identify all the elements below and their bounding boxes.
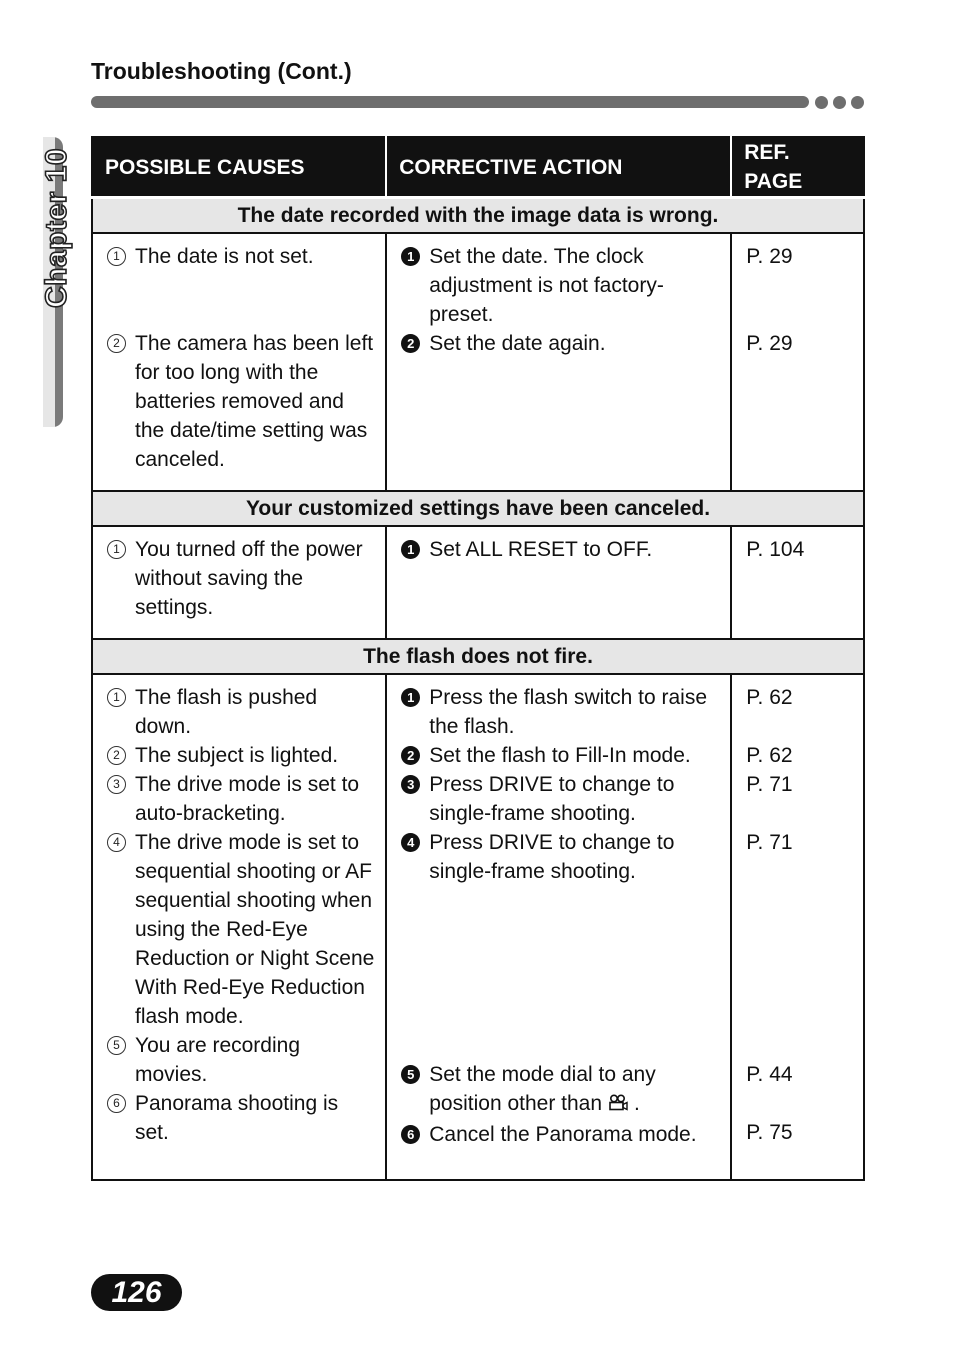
action-text-suffix: . <box>634 1092 640 1115</box>
page-number: 126 <box>91 1274 182 1311</box>
action-number-marker: 2 <box>401 746 420 765</box>
cause-text: You are recording movies. <box>135 1034 301 1086</box>
cause-item <box>107 683 375 741</box>
cause-text: The drive mode is set to sequential shooting or AF sequential shooting when using the Red-Eye Reduction or Night Scene With Red-Eye Reduction flash mode. <box>135 831 375 1028</box>
action-item <box>401 828 720 886</box>
troubleshooting-table <box>91 136 865 1181</box>
cause-text: The drive mode is set to auto-bracketing. <box>135 773 360 825</box>
action-item <box>401 1120 720 1149</box>
header-ref-page: REF. PAGE <box>731 137 864 198</box>
refs-cell <box>731 526 864 639</box>
action-text: Set the date again. <box>429 332 606 355</box>
refs-cell <box>731 233 864 491</box>
ref-page: P. 29 <box>746 245 793 268</box>
page-title: Troubleshooting (Cont.) <box>91 58 352 84</box>
title-dot <box>851 96 864 109</box>
section-title: The date recorded with the image data is wrong. <box>92 198 864 234</box>
action-item <box>401 683 720 741</box>
action-text: Press DRIVE to change to single-frame shooting. <box>429 831 675 883</box>
cause-number-marker: 2 <box>107 334 126 353</box>
header-corrective-action: CORRECTIVE ACTION <box>386 137 731 198</box>
cause-text: The camera has been left for too long with the batteries removed and the date/time setting was canceled. <box>135 332 374 471</box>
table-row <box>92 526 864 639</box>
cause-number-marker: 2 <box>107 746 126 765</box>
ref-page: P. 71 <box>746 773 793 796</box>
action-item <box>401 535 720 564</box>
action-text: Set the date. The clock adjustment is not factory-preset. <box>429 245 664 326</box>
refs-cell <box>731 674 864 1180</box>
causes-cell <box>92 526 386 639</box>
cause-number-marker: 1 <box>107 540 126 559</box>
cause-number-marker: 4 <box>107 833 126 852</box>
title-dot <box>815 96 828 109</box>
movie-camera-icon <box>608 1091 628 1120</box>
actions-cell <box>386 526 731 639</box>
ref-page: P. 62 <box>746 744 793 767</box>
cause-number-marker: 6 <box>107 1094 126 1113</box>
header-possible-causes: POSSIBLE CAUSES <box>92 137 386 198</box>
action-item <box>401 1060 720 1120</box>
cause-item <box>107 1089 375 1147</box>
cause-text: The date is not set. <box>135 245 314 268</box>
action-item <box>401 242 720 329</box>
cause-item <box>107 770 375 828</box>
action-text: Set ALL RESET to OFF. <box>429 538 653 561</box>
cause-number-marker: 3 <box>107 775 126 794</box>
action-text: Press the flash switch to raise the flash. <box>429 686 708 738</box>
chapter-label <box>41 140 73 315</box>
action-number-marker: 6 <box>401 1125 420 1144</box>
cause-text: Panorama shooting is set. <box>135 1092 339 1144</box>
cause-text: You turned off the power without saving the settings. <box>135 538 363 619</box>
cause-text: The flash is pushed down. <box>135 686 318 738</box>
action-text: Set the mode dial to any position other than <box>429 1063 656 1115</box>
ref-page: P. 44 <box>746 1063 793 1086</box>
action-item <box>401 329 720 358</box>
cause-item <box>107 329 375 474</box>
cause-item <box>107 741 375 770</box>
action-text: Cancel the Panorama mode. <box>429 1123 697 1146</box>
ref-page: P. 29 <box>746 332 793 355</box>
ref-page: P. 75 <box>746 1121 793 1144</box>
action-number-marker: 4 <box>401 833 420 852</box>
title-dot <box>833 96 846 109</box>
chapter-label-text: Chapter 10 <box>40 147 73 308</box>
ref-page: P. 104 <box>746 538 805 561</box>
title-underline-bar <box>91 96 809 108</box>
cause-item <box>107 828 375 1031</box>
ref-page: P. 62 <box>746 686 793 709</box>
actions-cell <box>386 233 731 491</box>
causes-cell <box>92 674 386 1180</box>
actions-cell <box>386 674 731 1180</box>
action-text: Press DRIVE to change to single-frame shooting. <box>429 773 675 825</box>
table-header-row <box>92 137 864 198</box>
action-number-marker: 1 <box>401 540 420 559</box>
cause-number-marker: 1 <box>107 688 126 707</box>
section-title: Your customized settings have been canceled. <box>92 491 864 526</box>
ref-page: P. 71 <box>746 831 793 854</box>
action-number-marker: 5 <box>401 1065 420 1084</box>
cause-item <box>107 535 375 622</box>
cause-item <box>107 1031 375 1089</box>
cause-number-marker: 5 <box>107 1036 126 1055</box>
section-title: The flash does not fire. <box>92 639 864 674</box>
causes-cell <box>92 233 386 491</box>
cause-item <box>107 242 375 271</box>
table-row <box>92 674 864 1180</box>
action-number-marker: 1 <box>401 688 420 707</box>
action-text: Set the flash to Fill-In mode. <box>429 744 691 767</box>
action-number-marker: 1 <box>401 247 420 266</box>
cause-text: The subject is lighted. <box>135 744 339 767</box>
action-number-marker: 3 <box>401 775 420 794</box>
action-item <box>401 770 720 828</box>
action-number-marker: 2 <box>401 334 420 353</box>
cause-number-marker: 1 <box>107 247 126 266</box>
table-row <box>92 233 864 491</box>
action-item <box>401 741 720 770</box>
